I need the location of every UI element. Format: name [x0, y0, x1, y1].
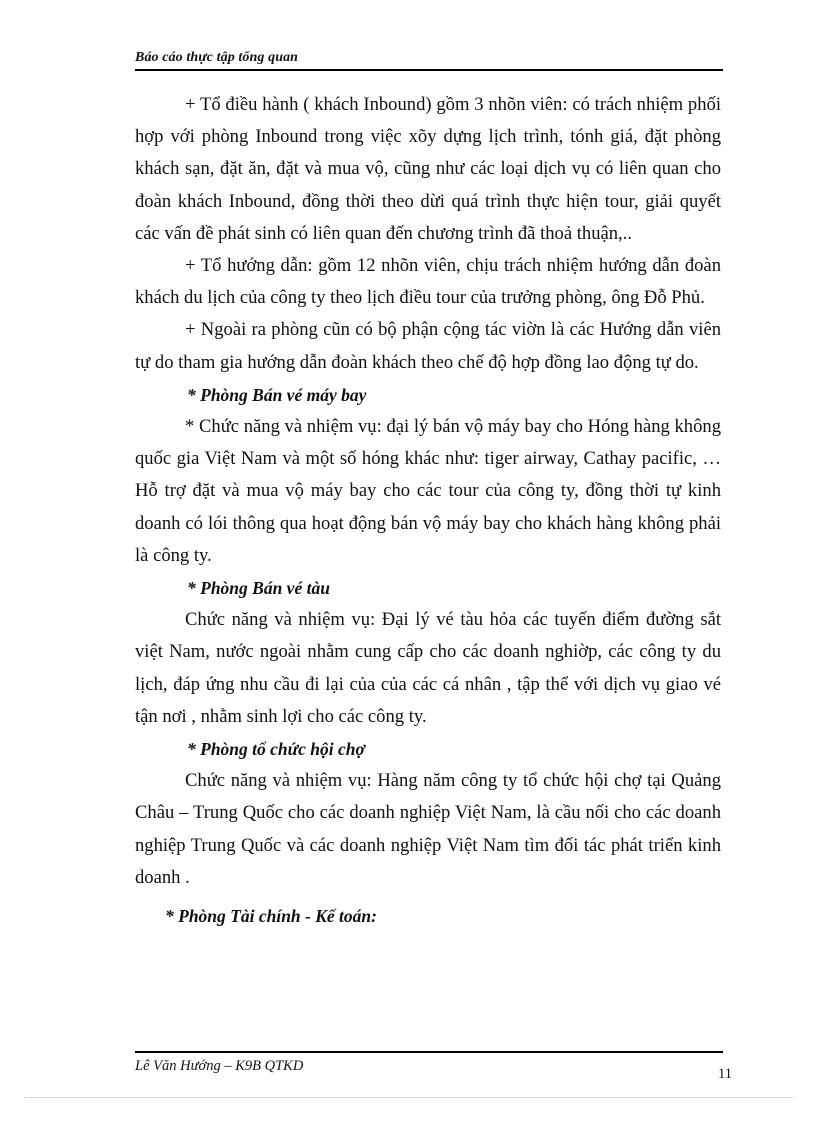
paragraph-ve-tau: Chức năng và nhiệm vụ: Đại lý vé tàu hỏa các tuyến điểm đường sắt việt Nam, nước ngoài nhằm cung cấp cho các doanh nghiờp, các công ty du lịch, đáp ứng nhu cầu đi lại của của các cá nhân , tập thể với dịch vụ giao vé tận nơi , nhằm sinh lợi cho các công ty. [135, 609, 721, 727]
header-divider [135, 69, 723, 71]
footer-divider [135, 1051, 723, 1053]
page-bottom-dotted-line [24, 1097, 794, 1098]
heading-phong-ban-ve-tau: * Phòng Bán vé tàu [187, 578, 330, 599]
page-header: Báo cáo thực tập tổng quan [135, 50, 299, 65]
footer-author: Lê Văn Hướng – K9B QTKD [135, 1058, 304, 1074]
heading-phong-tai-chinh-ke-toan: * Phòng Tài chính - Kế toán: [165, 906, 377, 927]
heading-phong-hoi-cho: * Phòng tổ chức hội chợ [187, 739, 365, 760]
paragraph-huong-dan: + Tổ hướng dẫn: gồm 12 nhõn viên, chịu trách nhiệm hướng dẫn đoàn khách du lịch của công ty theo lịch điều tour của trưởng phòng, ông Đỗ Phủ. [135, 255, 721, 309]
paragraph-cong-tac-vien: + Ngoài ra phòng cũn có bộ phận cộng tác viờn là các Hướng dẫn viên tự do tham gia hướng dẫn đoàn khách theo chế độ hợp đồng lao động tự do. [135, 319, 721, 373]
page-body [135, 89, 721, 932]
paragraph-dieu-hanh: + Tổ điều hành ( khách Inbound) gồm 3 nhõn viên: có trách nhiệm phối hợp với phòng Inbound trong việc xõy dựng lịch trình, tónh giá, đặt phòng khách sạn, đặt ăn, đặt và mua vộ, cũng như các loại dịch vụ có liên quan cho đoàn khách Inbound, đồng thời theo dừi quá trình thực hiện tour, giải quyết các vấn đề phát sinh có liên quan đến chương trình đã thoả thuận,.. [135, 94, 721, 244]
paragraph-hoi-cho: Chức năng và nhiệm vụ: Hàng năm công ty tổ chức hội chợ tại Quảng Châu – Trung Quốc cho các doanh nghiệp Việt Nam, là cầu nối cho các doanh nghiệp Trung Quốc và các doanh nghiệp Việt Nam tìm đối tác phát triển kinh doanh . [135, 770, 721, 888]
page-number: 11 [718, 1066, 732, 1082]
paragraph-ve-may-bay: * Chức năng và nhiệm vụ: đại lý bán vộ máy bay cho Hóng hàng không quốc gia Việt Nam và một số hóng khác như: tiger airway, Cathay pacific, …Hỗ trợ đặt và mua vộ máy bay cho các tour của công ty, đồng thời tự kinh doanh có lói thông qua hoạt động bán vộ máy bay cho khách hàng không phải là công ty. [135, 416, 721, 566]
heading-phong-ban-ve-may-bay: * Phòng Bán vé máy bay [187, 384, 367, 405]
